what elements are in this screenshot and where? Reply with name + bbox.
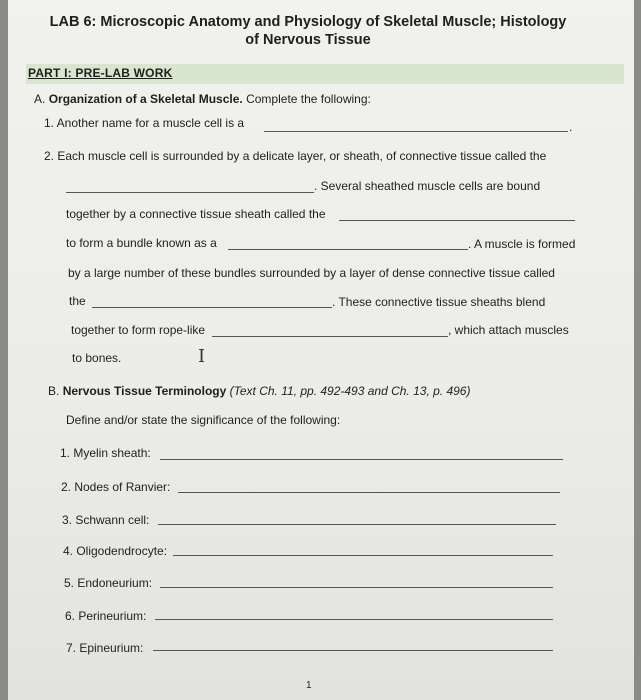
section-b-letter: B. xyxy=(48,384,60,398)
answer-line-a2-4[interactable] xyxy=(92,307,332,308)
question-a2-line-6a: the xyxy=(69,294,86,308)
answer-line-a2-2[interactable] xyxy=(339,220,575,221)
question-a2-line-7b: , which attach muscles xyxy=(448,323,569,337)
section-a-title: Organization of a Skeletal Muscle. xyxy=(48,92,243,106)
section-b-instruction: Define and/or state the significance of the following: xyxy=(66,413,341,427)
answer-line-b1[interactable] xyxy=(160,459,563,460)
question-a1-period: . xyxy=(569,120,573,134)
question-a2-line-8: to bones. xyxy=(72,351,122,365)
section-a-letter: A. xyxy=(34,92,46,106)
question-a2-line-5: by a large number of these bundles surrounded by a layer of dense connective tissue called xyxy=(68,266,555,280)
section-b-title: Nervous Tissue Terminology xyxy=(62,384,227,398)
answer-line-a1[interactable] xyxy=(264,131,568,132)
text-cursor-icon: I xyxy=(198,346,206,367)
answer-line-a2-5[interactable] xyxy=(212,336,448,337)
section-b-reference: (Text Ch. 11, pp. 492-493 and Ch. 13, p. 496) xyxy=(229,384,471,398)
answer-line-b6[interactable] xyxy=(155,619,553,620)
term-item-schwann-cell: 3. Schwann cell: xyxy=(62,513,150,527)
lab-title-line-1: LAB 6: Microscopic Anatomy and Physiology of Skeletal Muscle; Histology xyxy=(49,14,567,30)
question-a2-line-1: 2. Each muscle cell is surrounded by a delicate layer, or sheath, of connective tissue called the xyxy=(44,149,547,163)
answer-line-b7[interactable] xyxy=(153,650,553,651)
answer-line-b3[interactable] xyxy=(158,524,556,525)
question-a2-line-6b: . These connective tissue sheaths blend xyxy=(332,295,546,309)
section-a-heading xyxy=(34,92,371,106)
question-a2-line-7a: together to form rope-like xyxy=(71,323,206,337)
section-a-instruction: Complete the following: xyxy=(246,92,371,106)
answer-line-b5[interactable] xyxy=(160,587,553,588)
page-number: 1 xyxy=(306,680,312,691)
worksheet-page xyxy=(8,0,634,700)
question-a2-line-3: together by a connective tissue sheath called the xyxy=(66,207,326,221)
section-b-heading xyxy=(48,384,470,398)
term-item-myelin-sheath: 1. Myelin sheath: xyxy=(60,446,151,460)
answer-line-b2[interactable] xyxy=(178,492,560,493)
question-a1: 1. Another name for a muscle cell is a xyxy=(44,116,245,130)
term-item-perineurium: 6. Perineurium: xyxy=(65,609,147,623)
part-heading: PART I: PRE-LAB WORK xyxy=(28,66,173,80)
question-a2-line-2: . Several sheathed muscle cells are bound xyxy=(314,179,541,193)
term-item-nodes-of-ranvier: 2. Nodes of Ranvier: xyxy=(61,480,171,494)
lab-title-line-2: of Nervous Tissue xyxy=(245,32,371,48)
term-item-epineurium: 7. Epineurium: xyxy=(66,641,144,655)
answer-line-a2-1[interactable] xyxy=(66,192,314,193)
answer-line-a2-3[interactable] xyxy=(228,249,468,250)
question-a2-line-4b: . A muscle is formed xyxy=(468,237,576,251)
term-item-oligodendrocyte: 4. Oligodendrocyte: xyxy=(63,544,168,558)
question-a2-line-4a: to form a bundle known as a xyxy=(66,236,217,250)
term-item-endoneurium: 5. Endoneurium: xyxy=(64,576,153,590)
answer-line-b4[interactable] xyxy=(173,555,553,556)
